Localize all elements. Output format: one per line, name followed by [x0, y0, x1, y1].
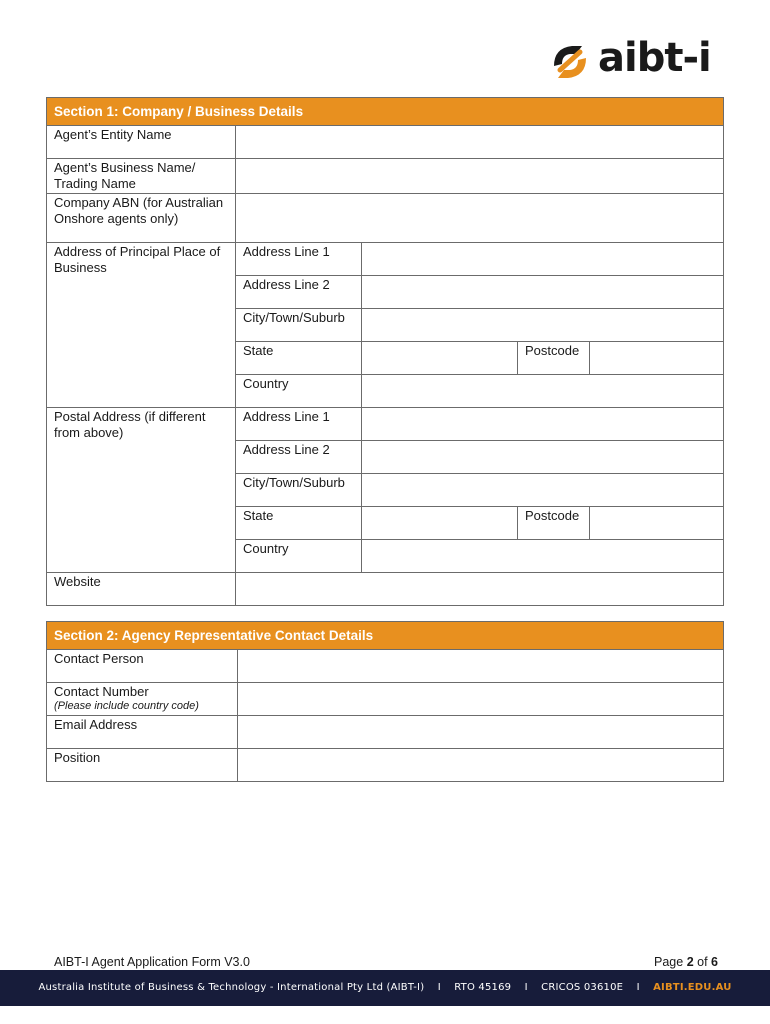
contact-person-label: Contact Person [47, 650, 238, 683]
contact-number-text: Contact Number [54, 684, 149, 699]
section1-table [46, 97, 724, 606]
footer-page-number [654, 955, 718, 969]
business-name-field[interactable] [236, 159, 724, 194]
section2-title: Section 2: Agency Representative Contact Details [47, 622, 724, 650]
footer-separator: I [437, 982, 441, 993]
principal-address-label: Address of Principal Place of Business [47, 243, 236, 408]
principal-address-line2-label: Address Line 2 [236, 276, 362, 309]
postal-address-line2-field[interactable] [362, 441, 724, 474]
footer-bar [0, 970, 770, 1006]
principal-city-field[interactable] [362, 309, 724, 342]
postal-address-label: Postal Address (if different from above) [47, 408, 236, 573]
section2-table [46, 621, 724, 782]
website-field[interactable] [236, 573, 724, 606]
footer-company: Australia Institute of Business & Technology - International Pty Ltd (AIBT-I) [38, 982, 425, 993]
website-label: Website [47, 573, 236, 606]
contact-number-note: (Please include country code) [54, 700, 199, 712]
postal-country-label: Country [236, 540, 362, 573]
postal-state-label: State [236, 507, 362, 540]
principal-postcode-label: Postcode [518, 342, 590, 375]
contact-number-field[interactable] [238, 683, 724, 716]
footer-separator: I [636, 982, 640, 993]
principal-country-field[interactable] [362, 375, 724, 408]
postal-address-line2-label: Address Line 2 [236, 441, 362, 474]
page-current: 2 [686, 955, 694, 969]
principal-address-line1-field[interactable] [362, 243, 724, 276]
postal-state-field[interactable] [362, 507, 518, 540]
postal-postcode-label: Postcode [518, 507, 590, 540]
footer-separator: I [524, 982, 528, 993]
logo-wordmark: aibt-i [598, 35, 711, 81]
principal-city-label: City/Town/Suburb [236, 309, 362, 342]
postal-address-line1-label: Address Line 1 [236, 408, 362, 441]
footer-rto: RTO 45169 [454, 982, 512, 993]
entity-name-label: Agent’s Entity Name [47, 126, 236, 159]
position-field[interactable] [238, 749, 724, 782]
principal-state-label: State [236, 342, 362, 375]
principal-address-line1-label: Address Line 1 [236, 243, 362, 276]
postal-city-label: City/Town/Suburb [236, 474, 362, 507]
postal-address-line1-field[interactable] [362, 408, 724, 441]
page-total: 6 [711, 955, 718, 969]
postal-postcode-field[interactable] [590, 507, 724, 540]
abn-label: Company ABN (for Australian Onshore agents only) [47, 194, 236, 243]
postal-city-field[interactable] [362, 474, 724, 507]
principal-state-field[interactable] [362, 342, 518, 375]
postal-country-field[interactable] [362, 540, 724, 573]
page-of: of [697, 955, 708, 969]
position-label: Position [47, 749, 238, 782]
footer-cricos: CRICOS 03610E [541, 982, 624, 993]
abn-field[interactable] [236, 194, 724, 243]
entity-name-field[interactable] [236, 126, 724, 159]
aibt-i-logo [548, 36, 738, 86]
contact-number-label [47, 683, 238, 716]
contact-person-field[interactable] [238, 650, 724, 683]
footer-website-link[interactable]: AIBTI.EDU.AU [653, 982, 732, 993]
aibt-i-logo-mark-icon [548, 40, 592, 84]
page-label: Page [654, 955, 684, 969]
principal-address-line2-field[interactable] [362, 276, 724, 309]
principal-country-label: Country [236, 375, 362, 408]
email-label: Email Address [47, 716, 238, 749]
principal-postcode-field[interactable] [590, 342, 724, 375]
email-field[interactable] [238, 716, 724, 749]
business-name-label: Agent’s Business Name/ Trading Name [47, 159, 236, 194]
footer-form-title: AIBT-I Agent Application Form V3.0 [54, 955, 250, 969]
section1-title: Section 1: Company / Business Details [47, 98, 724, 126]
